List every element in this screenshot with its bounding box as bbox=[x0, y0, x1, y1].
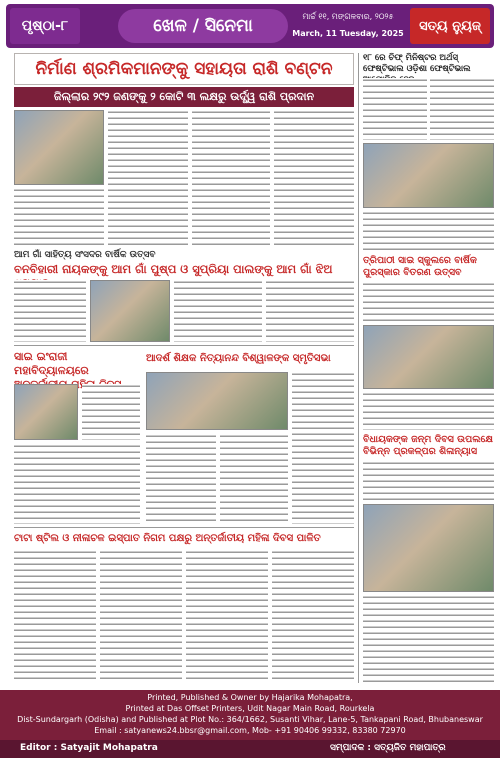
story1-body-col4 bbox=[274, 110, 354, 246]
imprint-line1: Printed, Published & Owner by Hajarika Mohapatra, bbox=[147, 693, 353, 702]
page-number-label: ପୃଷ୍ଠା-୮ bbox=[10, 8, 80, 44]
story5-headline: ଟାଟା ଷ୍ଟିଲ ଓ ନୀଳାଚଳ ଇସ୍ପାତ ନିଗମ ପକ୍ଷରୁ ଅନ୍ତର୍ଜାତୀୟ ମହିଳା ଦିବସ ପାଳିତ bbox=[14, 533, 321, 544]
story7-body bbox=[363, 282, 494, 322]
story2-body-col3 bbox=[266, 280, 354, 342]
story1-subhead: ଜିଲ୍ଲାର ୨୯୨ ଜଣଙ୍କୁ ୨ କୋଟି ୩ ଲକ୍ଷରୁ ଉର୍ଦ୍ଧ୍ୱ ରାଶି ପ୍ରଦାନ bbox=[14, 87, 354, 107]
story3-headline: ସାଇ ଇଂରାଜୀ ମହାବିଦ୍ୟାଳୟରେ bbox=[14, 350, 89, 377]
story1-photo bbox=[14, 110, 104, 185]
section-title: ଖେଳ / ସିନେମା bbox=[118, 9, 288, 43]
story6-body-col1 bbox=[363, 78, 427, 140]
story4-headline: ଆଦର୍ଶ ଶିକ୍ଷକ ନିତ୍ୟାନନ୍ଦ ବିଶ୍ୱାଳଙ୍କ ସ୍ମୃତିସଭା bbox=[146, 353, 331, 364]
newspaper-logo: ସତ୍ୟ ନ୍ୟୁଜ୍ bbox=[410, 8, 490, 44]
story7-photo bbox=[363, 325, 494, 389]
story6-body-col3 bbox=[363, 211, 494, 251]
story2-body-col1 bbox=[14, 280, 86, 342]
story5-body-col2 bbox=[100, 550, 182, 682]
story8-photo bbox=[363, 504, 494, 592]
story3-photo bbox=[14, 384, 78, 440]
story8-body bbox=[363, 461, 494, 501]
story6-headline: ୧୮ ରେ ଚିଫ୍ ମିନିଷ୍ଟର ଅର୍ଥସ୍ ଫେଷ୍ଟିଭାଲ ଓଡ଼ିଶା ଫେଷ୍ଟିଭାଲ bbox=[363, 53, 471, 74]
date-english: March, 11 Tuesday, 2025 bbox=[292, 29, 404, 38]
story5-body-col4 bbox=[272, 550, 354, 682]
divider bbox=[14, 345, 354, 346]
story2-photo bbox=[90, 280, 170, 342]
story2-body-col2 bbox=[174, 280, 262, 342]
story6-photo bbox=[363, 143, 494, 208]
imprint-line4: Email : satyanews24.bbsr@gmail.com, Mob- +91 90406 99332, 83380 72970 bbox=[94, 726, 406, 735]
imprint-footer bbox=[0, 690, 500, 740]
story6-body-col2 bbox=[430, 78, 494, 140]
story8-headline: ବିଧାୟକଙ୍କ ଜନ୍ମ ଦିବସ ଉପଲକ୍ଷେ ବିଭିନ୍ନ ପ୍ରକଳ୍ପର ଶିଳାନ୍ୟାସ bbox=[363, 434, 493, 457]
story5-body-col3 bbox=[186, 550, 268, 682]
story7-body-cont bbox=[363, 392, 494, 430]
story1-body-col3 bbox=[192, 110, 270, 246]
story4-photo bbox=[146, 372, 288, 430]
editor-bar bbox=[0, 740, 500, 758]
story2-kicker: ଆମ ଗାଁ ସାହିତ୍ୟ ସଂସଦର ବାର୍ଷିକ ଉତ୍ସବ bbox=[14, 250, 156, 260]
story4-body-col2 bbox=[220, 434, 288, 524]
imprint-line2: Printed at Das Offset Printers, Udit Nagar Main Road, Rourkela bbox=[125, 704, 375, 713]
story3-body-col2 bbox=[14, 444, 140, 524]
story1-headline: ନିର୍ମାଣ ଶ୍ରମିକମାନଙ୍କୁ ସହାୟତା ରାଶି ବଣ୍ଟନ bbox=[14, 53, 354, 85]
story7-headline: ତ୍ରିପାଠୀ ସାଇ ସ୍କୁଲରେ ବାର୍ଷିକ ପୁରସ୍କାର ବିତରଣ ଉତ୍ସବ bbox=[363, 255, 477, 278]
editor-name-odia: ସମ୍ପାଦକ : ସତ୍ୟଜିତ ମହାପାତ୍ର bbox=[330, 743, 446, 753]
column-divider bbox=[358, 53, 359, 683]
divider bbox=[14, 527, 354, 528]
story8-body-cont bbox=[363, 595, 494, 682]
story4-body-col1 bbox=[146, 434, 216, 524]
story4-body-side bbox=[292, 372, 354, 524]
editor-name: Editor : Satyajit Mohapatra bbox=[20, 743, 158, 753]
imprint-line3: Dist-Sundargarh (Odisha) and Published at Plot No.: 364/1662, Susanti Vihar, Lane-5, Tankapani Road, Bhubaneswar bbox=[17, 715, 483, 724]
date-odia: ମାର୍ଚ୍ଚ ୧୧, ମଙ୍ଗଳବାର, ୨୦୨୫ bbox=[302, 12, 394, 21]
story5-body-col1 bbox=[14, 550, 96, 682]
story1-body-col2 bbox=[108, 110, 188, 246]
story2-headline: ବନବିହାରୀ ନାୟକଙ୍କୁ ଆମ ଗାଁ ପୁଷ୍ପ ଓ ସୁପ୍ରିୟା ପାଲଙ୍କୁ ଆମ ଗାଁ ଝିଅ bbox=[14, 262, 333, 276]
story3-body-col1 bbox=[82, 384, 140, 440]
story1-body-col1 bbox=[14, 188, 104, 246]
date-block bbox=[292, 8, 404, 44]
